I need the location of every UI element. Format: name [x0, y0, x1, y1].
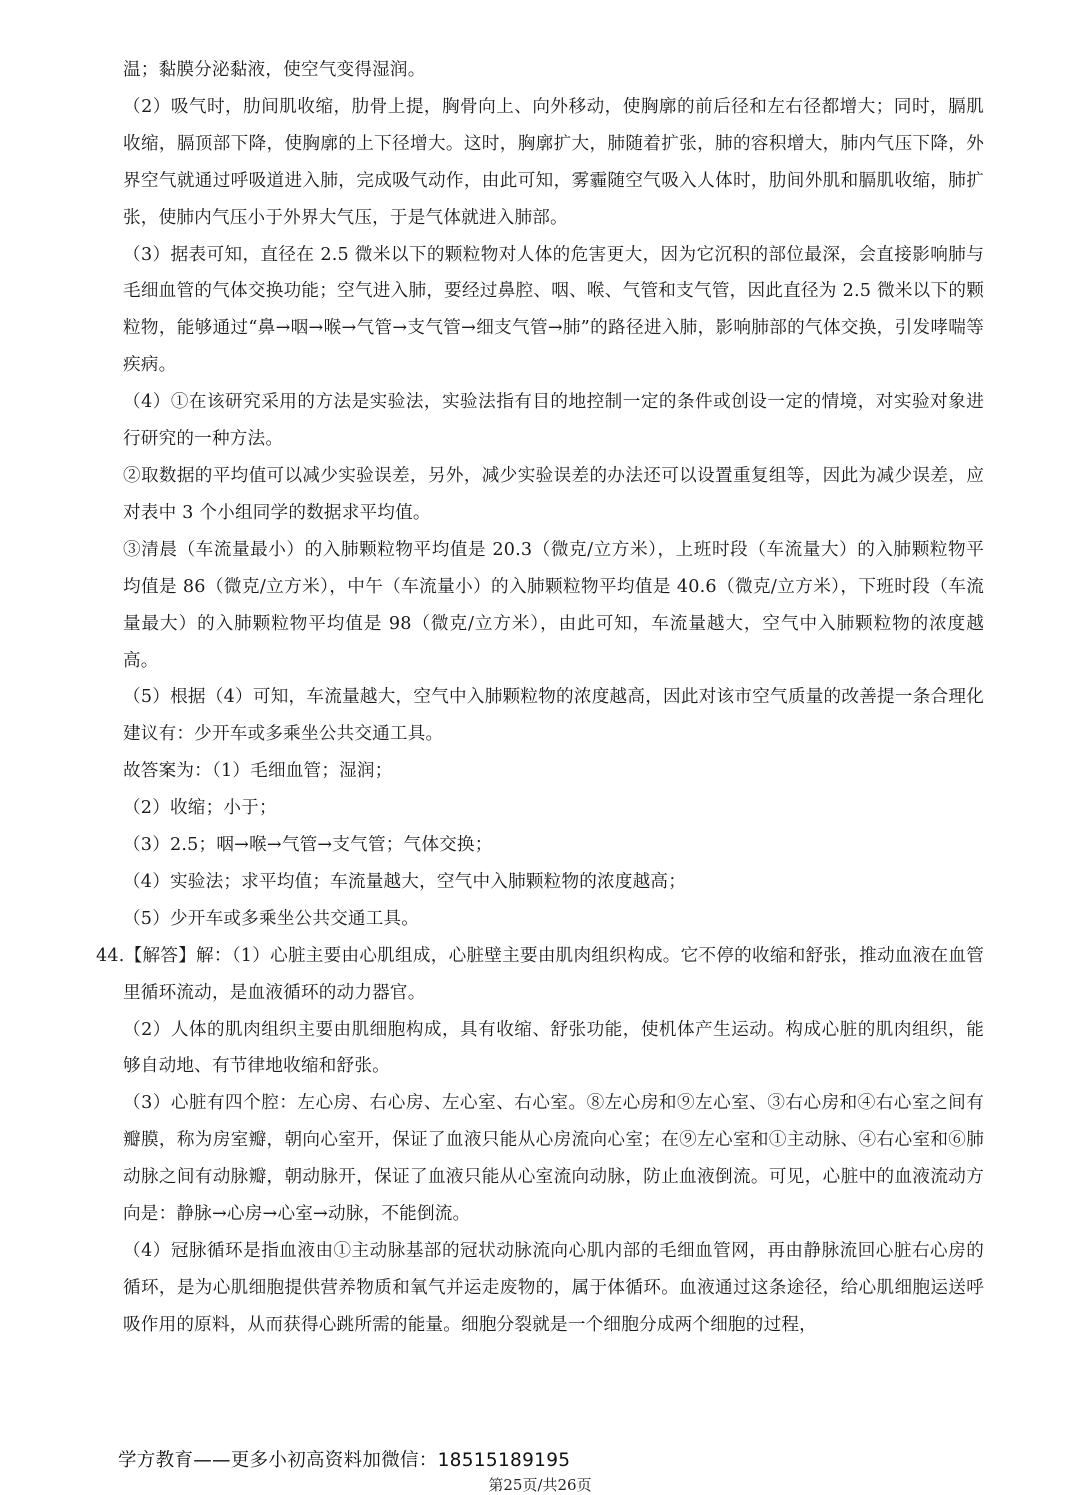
paragraph: 故答案为：（1）毛细血管；湿润； [123, 761, 393, 782]
paragraph: ③清晨（车流量最小）的入肺颗粒物平均值是 20.3（微克/立方米），上班时段（车流量大）的入肺颗粒物平均值是 86（微克/立方米），中午（车流量小）的入肺颗粒物平均值是 40.6（微克/立方米），下班时段（车流量最大）的入肺颗粒物平均值是 98（微克/立方米），由此可知，车流量越大，空气中入肺颗粒物的浓度越高。 [123, 539, 984, 671]
paragraph: （5）少开车或多乘坐公共交通工具。 [123, 908, 420, 929]
paragraph: （5）根据（4）可知，车流量越大，空气中入肺颗粒物的浓度越高，因此对该市空气质量的改善提一条合理化建议有：少开车或多乘坐公共交通工具。 [123, 687, 984, 745]
paragraph: 温；黏膜分泌黏液，使空气变得湿润。 [123, 60, 426, 80]
paragraph: （4）冠脉循环是指血液由①主动脉基部的冠状动脉流向心肌内部的毛细血管网，再由静脉流回心脏右心房的循环，是为心肌细胞提供营养物质和氧气并运走废物的，属于体循环。血液通过这条途径，给心肌细胞运送呼吸作用的原料，从而获得心跳所需的能量。细胞分裂就是一个细胞分成两个细胞的过程， [123, 1241, 984, 1335]
paragraph: （4）实验法；求平均值；车流量越大，空气中入肺颗粒物的浓度越高； [123, 871, 687, 892]
answer-content [0, 52, 1080, 1344]
paragraph: （2）吸气时，肋间肌收缩，肋骨上提，胸骨向上、向外移动，使胸廓的前后径和左右径都增大；同时，膈肌收缩，膈顶部下降，使胸廓的上下径增大。这时，胸廓扩大，肺随着扩张，肺的容积增大，肺内气压下降，外界空气就通过呼吸道进入肺，完成吸气动作，由此可知，雾霾随空气吸入人体时，肋间外肌和膈肌收缩，肺扩张，使肺内气压小于外界大气压，于是气体就进入肺部。 [123, 96, 984, 228]
footer-advertisement: 学方教育——更多小初高资料加微信：18515189195 [118, 1450, 571, 1471]
paragraph: （4）①在该研究采用的方法是实验法，实验法指有目的地控制一定的条件或创设一定的情境，对实验对象进行研究的一种方法。 [123, 392, 984, 450]
question-44-answer-lead [0, 938, 1080, 1012]
paragraph: （2）收缩；小于； [123, 798, 277, 819]
answer-tag: 【解答】 [124, 945, 197, 966]
answer-lead-text: 解：（1）心脏主要由心肌组成，心脏壁主要由肌肉组织构成。它不停的收缩和舒张，推动血液在血管里循环流动，是血液循环的动力器官。 [123, 945, 984, 1003]
question-number: 44. [96, 945, 125, 966]
paragraph: （3）2.5；咽→喉→气管→支气管；气体交换； [123, 835, 493, 856]
paragraph: （3）据表可知，直径在 2.5 微米以下的颗粒物对人体的危害更大，因为它沉积的部位最深，会直接影响肺与毛细血管的气体交换功能；空气进入肺，要经过鼻腔、咽、喉、气管和支气管，因此直径为 2.5 微米以下的颗粒物，能够通过“鼻→咽→喉→气管→支气管→细支气管→肺”的路径进入肺，影响肺部的气体交换，引发哮喘等疾病。 [123, 244, 984, 376]
paragraph: ②取数据的平均值可以减少实验误差，另外，减少实验误差的办法还可以设置重复组等，因此为减少误差，应对表中 3 个小组同学的数据求平均值。 [123, 465, 984, 523]
page-number: 第25页/共26页 [488, 1476, 592, 1494]
paragraph: （3）心脏有四个腔：左心房、右心房、左心室、右心室。⑧左心房和⑨左心室、③右心房和④右心室之间有瓣膜，称为房室瓣，朝向心室开，保证了血液只能从心房流向心室；在⑨左心室和①主动脉、④右心室和⑥肺动脉之间有动脉瓣，朝动脉开，保证了血液只能从心室流向动脉，防止血液倒流。可见，心脏中的血液流动方向是：静脉→心房→心室→动脉，不能倒流。 [123, 1093, 984, 1225]
paragraph: （2）人体的肌肉组织主要由肌细胞构成，具有收缩、舒张功能，使机体产生运动。构成心脏的肌肉组织，能够自动地、有节律地收缩和舒张。 [123, 1019, 984, 1077]
